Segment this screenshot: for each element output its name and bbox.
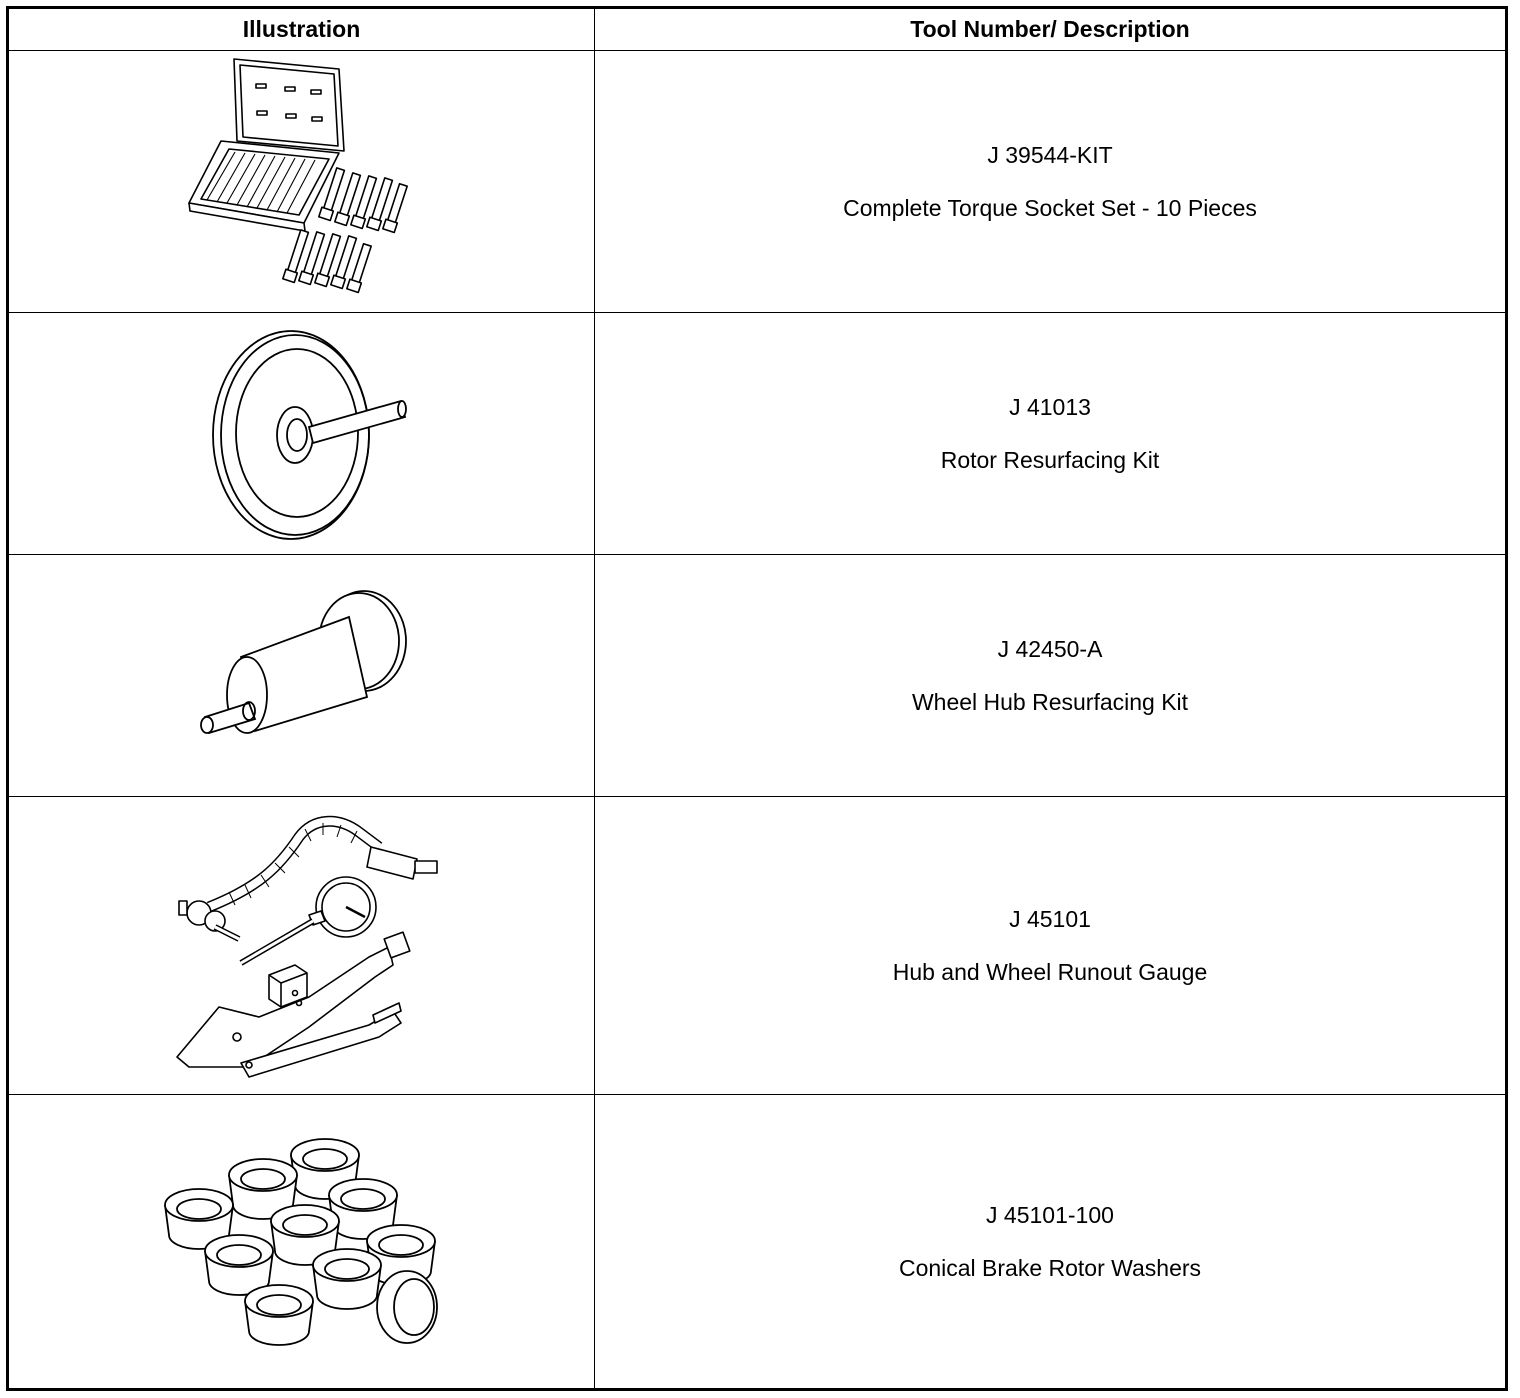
tool-number: J 41013: [1009, 393, 1091, 420]
table-row: [9, 1095, 1505, 1388]
illustration-cell: [9, 555, 595, 796]
table-row: [9, 555, 1505, 797]
tool-description: Wheel Hub Resurfacing Kit: [911, 688, 1189, 715]
tool-table: [6, 6, 1508, 1391]
illustration-cell: [9, 797, 595, 1094]
tool-description: Hub and Wheel Runout Gauge: [892, 958, 1208, 985]
tool-number: J 42450-A: [997, 635, 1103, 662]
tool-number: J 45101-100: [986, 1201, 1114, 1228]
tool-cell: [595, 555, 1505, 796]
table-row: [9, 51, 1505, 313]
tool-description: Complete Torque Socket Set - 10 Pieces: [843, 194, 1257, 221]
tool-number: J 39544-KIT: [987, 141, 1113, 168]
torque-socket-set-case-icon: [9, 51, 594, 312]
table-header-row: [9, 9, 1505, 51]
tool-cell: [595, 797, 1505, 1094]
header-tool-number-description: Tool Number/ Description: [910, 16, 1190, 42]
illustration-cell: [9, 51, 595, 312]
tool-cell: [595, 1095, 1505, 1388]
tool-description: Rotor Resurfacing Kit: [940, 446, 1160, 473]
runout-gauge-clamp-icon: [9, 797, 594, 1094]
header-illustration: Illustration: [9, 9, 595, 50]
tool-cell: [595, 313, 1505, 554]
rotor-disc-icon: [9, 313, 594, 554]
table-row: [9, 797, 1505, 1095]
tool-cell: [595, 51, 1505, 312]
conical-washers-icon: [9, 1095, 594, 1388]
tool-number: J 45101: [1009, 905, 1091, 932]
illustration-cell: [9, 313, 595, 554]
table-row: [9, 313, 1505, 555]
tool-description: Conical Brake Rotor Washers: [898, 1254, 1202, 1281]
hub-resurfacing-cylinder-icon: [9, 555, 594, 796]
illustration-cell: [9, 1095, 595, 1388]
